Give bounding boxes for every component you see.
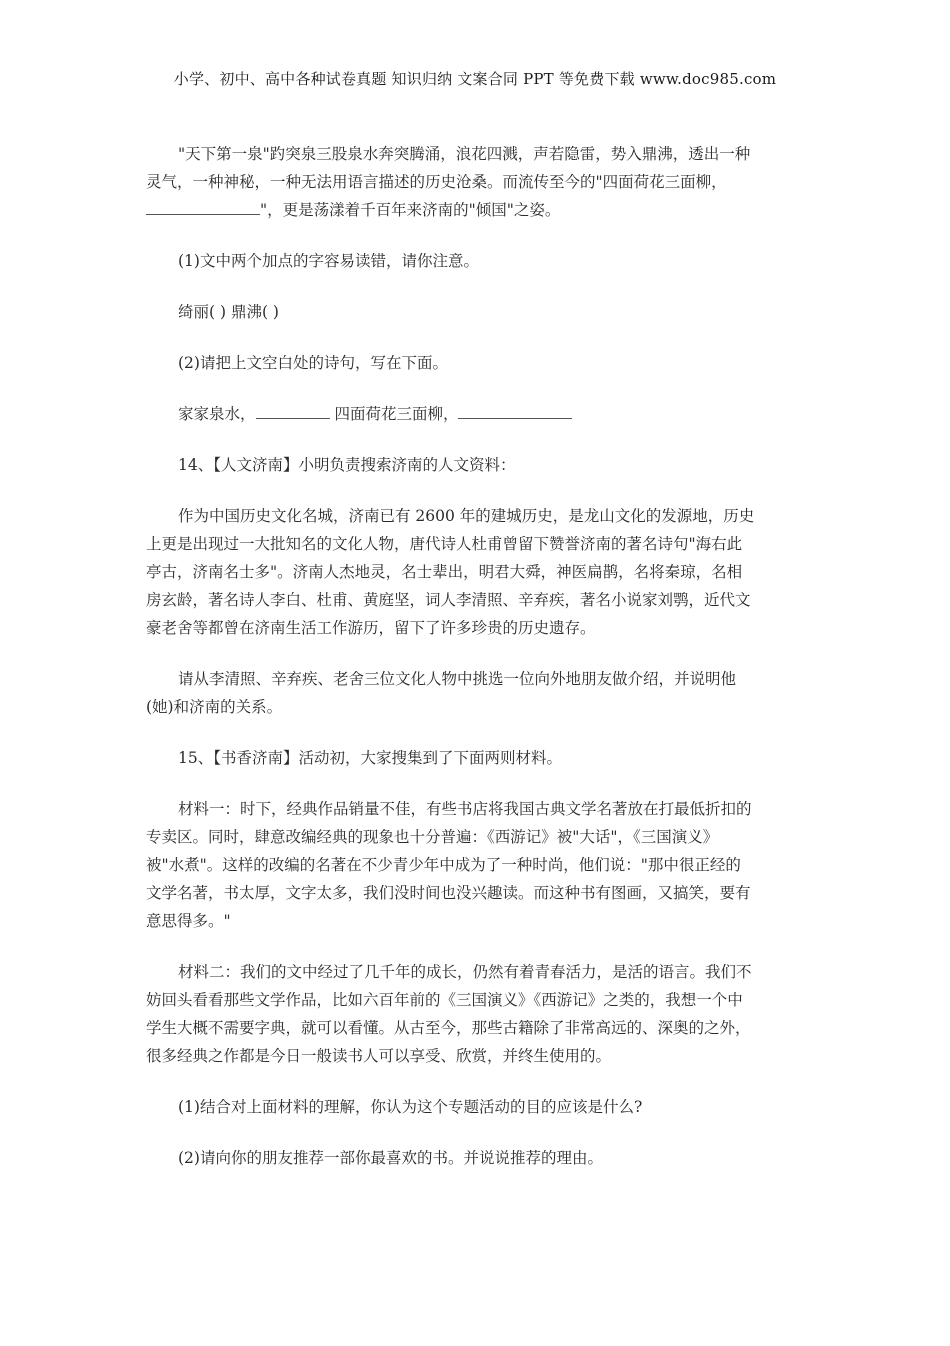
question-1-words: 绮丽( ) 鼎沸( ) — [178, 303, 279, 321]
text-line: 妨回头看看那些文学作品，比如六百年前的《三国演义》《西游记》之类的，我想一个中 — [146, 991, 743, 1009]
text-line — [146, 196, 806, 224]
text-line — [146, 168, 806, 196]
answer-blank[interactable] — [146, 196, 260, 215]
text-line-content: 灵气，一种神秘，一种无法用语言描述的历史沧桑。而流传至今的"四面荷花三面柳， — [146, 173, 727, 191]
text-line: (她)和济南的关系。 — [146, 698, 283, 716]
text-line: 被"水煮"。这样的改编的名著在不少青少年中成为了一种时尚，他们说："那中很正经的 — [146, 856, 741, 874]
section-15-question-2: (2)请向你的朋友推荐一部你最喜欢的书。并说说推荐的理由。 — [178, 1149, 603, 1167]
text-line-content: "，更是荡漾着千百年来济南的"倾国"之姿。 — [260, 201, 561, 219]
page-header: 小学、初中、高中各种试卷真题 知识归纳 文案合同 PPT 等免费下载 www.doc985.com — [173, 70, 777, 88]
section-14-title: 14、【人文济南】小明负责搜索济南的人文资料： — [178, 456, 516, 474]
section-14-question — [146, 665, 806, 721]
text-line: 专卖区。同时，肆意改编经典的现象也十分普遍：《西游记》被"大话"，《三国演义》 — [146, 828, 719, 846]
text-line: 上更是出现过一大批知名的文化人物，唐代诗人杜甫曾留下赞誉济南的著名诗句"海右此 — [146, 535, 743, 553]
text-line: 很多经典之作都是今日一般读书人可以享受、欣赏，并终生使用的。 — [146, 1047, 612, 1065]
text-line: 豪老舍等都曾在济南生活工作游历，留下了许多珍贵的历史遗存。 — [146, 619, 596, 637]
text-line: "天下第一泉"趵突泉三股泉水奔突腾涌，浪花四溅，声若隐雷，势入鼎沸，透出一种 — [178, 145, 751, 163]
text-line: 材料二：我们的文中经过了几千年的成长，仍然有着青春活力，是活的语言。我们不 — [178, 963, 752, 981]
section-15-question-1: (1)结合对上面材料的理解，你认为这个专题活动的目的应该是什么? — [178, 1098, 643, 1116]
text-line: 文学名著，书太厚，文字太多，我们没时间也没兴趣读。而这种书有图画，又搞笑，要有 — [146, 884, 751, 902]
text-line: 材料一：时下，经典作品销量不佳，有些书店将我国古典文学名著放在打最低折扣的 — [178, 800, 752, 818]
question-1: (1)文中两个加点的字容易读错，请你注意。 — [178, 252, 479, 270]
section-15-title: 15、【书香济南】活动初，大家搜集到了下面两则材料。 — [178, 749, 562, 767]
answer-prefix: 家家泉水， — [178, 405, 256, 423]
answer-blank[interactable] — [256, 400, 330, 419]
section-14-passage — [146, 502, 806, 642]
question-2-answer-line — [146, 400, 806, 428]
answer-blank[interactable] — [458, 400, 572, 419]
passage-paragraph — [146, 140, 806, 224]
text-line: 请从李清照、辛弃疾、老舍三位文化人物中挑选一位向外地朋友做介绍，并说明他 — [178, 670, 737, 688]
material-one — [146, 795, 806, 935]
question-2: (2)请把上文空白处的诗句，写在下面。 — [178, 354, 448, 372]
text-line: 作为中国历史文化名城，济南已有 2600 年的建城历史，是龙山文化的发源地，历史 — [178, 507, 755, 525]
answer-middle: 四面荷花三面柳， — [329, 405, 459, 423]
text-line: 学生大概不需要字典，就可以看懂。从古至今，那些古籍除了非常高远的、深奥的之外， — [146, 1019, 751, 1037]
text-line: 意思得多。" — [146, 912, 231, 930]
material-two — [146, 958, 806, 1070]
document-body — [146, 140, 806, 1172]
text-line: 房玄龄，著名诗人李白、杜甫、黄庭坚，词人李清照、辛弃疾，著名小说家刘鹗，近代文 — [146, 591, 751, 609]
text-line: 亭古，济南名士多"。济南人杰地灵，名士辈出，明君大舜，神医扁鹊，名将秦琼，名相 — [146, 563, 743, 581]
